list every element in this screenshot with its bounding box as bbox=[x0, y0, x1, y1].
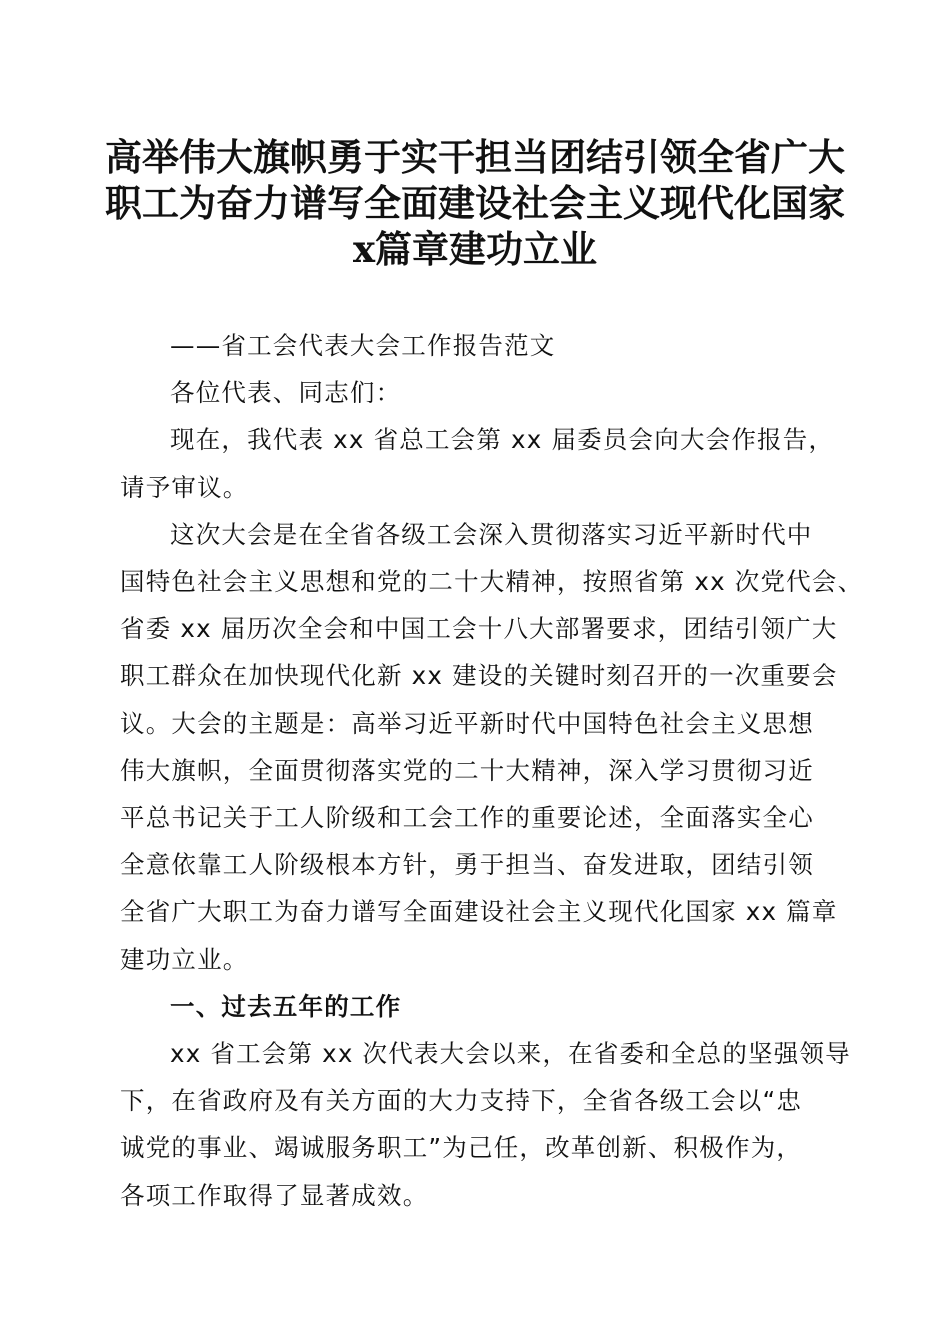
title-line-1: 高举伟大旗帜勇于实干担当团结引领全省广大 bbox=[105, 135, 845, 179]
paragraph-line: 全意依靠工人阶级根本方针，勇于担当、奋发进取，团结引领 bbox=[120, 850, 814, 880]
salutation: 各位代表、同志们： bbox=[170, 378, 402, 408]
subtitle: ——省工会代表大会工作报告范文 bbox=[170, 331, 556, 360]
paragraph-line: 职工群众在加快现代化新 xx 建设的关键时刻召开的一次重要会 bbox=[120, 661, 838, 691]
paragraph-line: 下，在省政府及有关方面的大力支持下，全省各级工会以“忠 bbox=[120, 1086, 803, 1116]
paragraph-line: 国特色社会主义思想和党的二十大精神，按照省第 xx 次党代会、 bbox=[120, 567, 864, 597]
document-title bbox=[100, 134, 850, 272]
paragraph-line: 建功立业。 bbox=[120, 944, 249, 974]
paragraph-line: 议。大会的主题是：高举习近平新时代中国特色社会主义思想 bbox=[120, 708, 814, 738]
paragraph-line: xx 省工会第 xx 次代表大会以来，在省委和全总的坚强领导 bbox=[170, 1039, 851, 1069]
paragraph-line: 伟大旗帜，全面贯彻落实党的二十大精神，深入学习贯彻习近 bbox=[120, 755, 814, 785]
paragraph-1 bbox=[120, 416, 835, 510]
paragraph-line: 请予审议。 bbox=[120, 472, 249, 502]
paragraph-3 bbox=[120, 1030, 851, 1219]
title-line-2: 职工为奋力谱写全面建设社会主义现代化国家 bbox=[105, 181, 845, 225]
paragraph-line: 各项工作取得了显著成效。 bbox=[120, 1180, 429, 1210]
paragraph-line: 平总书记关于工人阶级和工会工作的重要论述，全面落实全心 bbox=[120, 803, 814, 833]
title-line-3: x篇章建功立业 bbox=[352, 227, 598, 271]
paragraph-line: 这次大会是在全省各级工会深入贯彻落实习近平新时代中 bbox=[170, 519, 813, 549]
document-body bbox=[120, 322, 864, 1219]
paragraph-line: 全省广大职工为奋力谱写全面建设社会主义现代化国家 xx 篇章 bbox=[120, 897, 838, 927]
paragraph-line: 诚党的事业、竭诚服务职工”为己任，改革创新、积极作为， bbox=[120, 1133, 803, 1163]
paragraph-line: 现在，我代表 xx 省总工会第 xx 届委员会向大会作报告， bbox=[170, 425, 835, 455]
paragraph-line: 省委 xx 届历次全会和中国工会十八大部署要求，团结引领广大 bbox=[120, 614, 838, 644]
section-heading-1: 一、过去五年的工作 bbox=[170, 991, 402, 1021]
paragraph-2 bbox=[120, 511, 864, 983]
